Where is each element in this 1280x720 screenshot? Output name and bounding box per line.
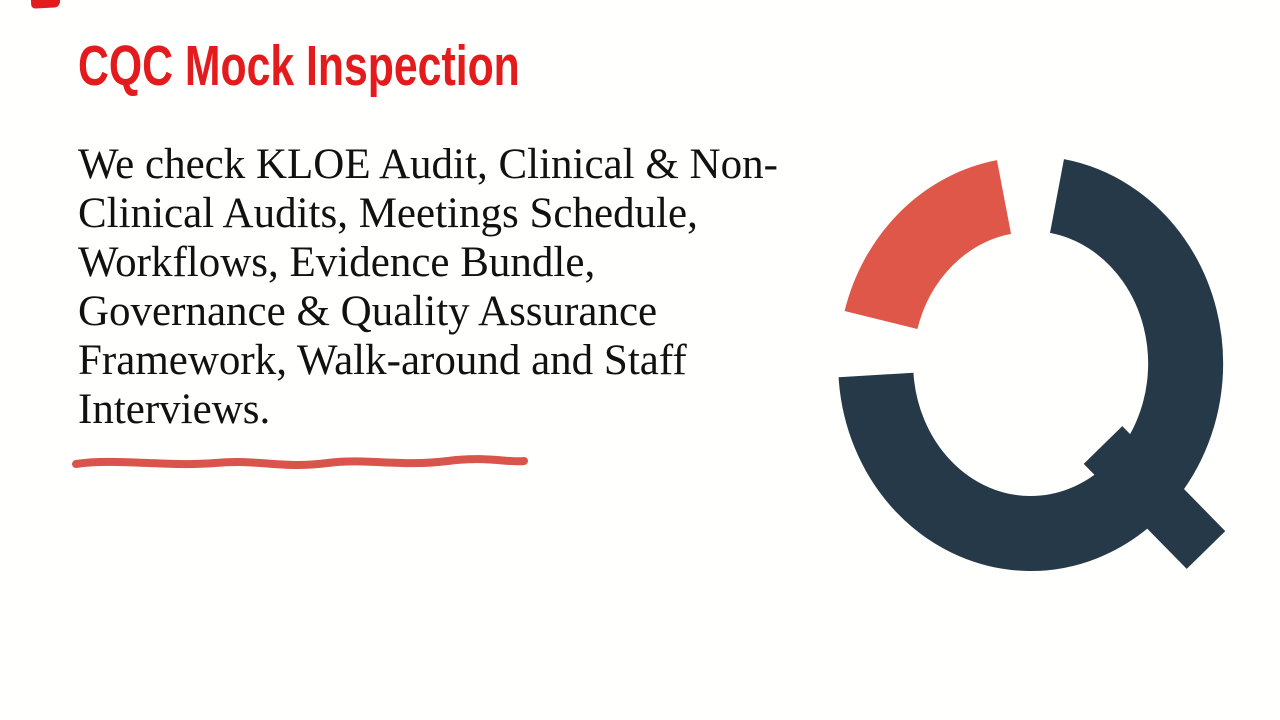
cropped-red-fragment xyxy=(31,0,61,9)
underline-squiggle-icon xyxy=(70,450,530,476)
body-line: Interviews. xyxy=(78,386,271,433)
body-line: We check KLOE Audit, Clinical & Non- xyxy=(78,141,778,188)
body-line: Framework, Walk-around and Staff xyxy=(78,337,687,384)
logo-red-arc xyxy=(881,197,1004,320)
squiggle-stroke xyxy=(76,459,524,465)
page-title: CQC Mock Inspection xyxy=(78,34,520,98)
body-paragraph xyxy=(78,140,778,434)
body-line: Clinical Audits, Meetings Schedule, xyxy=(78,190,698,237)
squiggle-highlight xyxy=(320,461,436,463)
body-line: Workflows, Evidence Bundle, xyxy=(78,239,596,286)
q-magnifier-logo xyxy=(838,150,1228,574)
body-line: Governance & Quality Assurance xyxy=(78,288,658,335)
